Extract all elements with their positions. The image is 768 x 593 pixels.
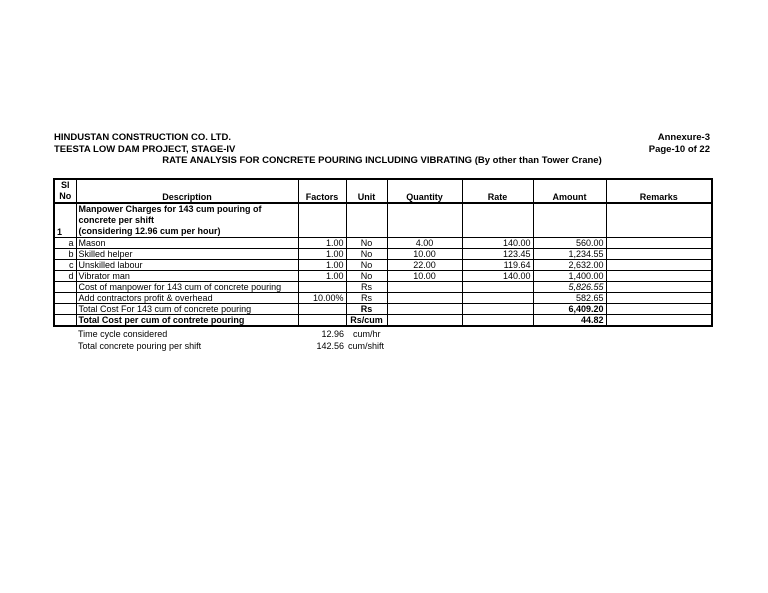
row-unit: No: [346, 271, 387, 282]
cycle-label: Time cycle considered: [78, 329, 168, 339]
section-title: [76, 203, 298, 238]
row-rate: 140.00: [462, 271, 533, 282]
per-cum-cost-amount: 44.82: [533, 315, 606, 327]
col-description: Description: [76, 179, 298, 203]
manpower-cost-unit: Rs: [346, 282, 387, 293]
table-header-row: [54, 179, 712, 203]
row-quantity: 10.00: [387, 271, 462, 282]
section-title-line1: Manpower Charges for 143 cum pouring of concrete per shift: [78, 204, 262, 225]
row-factor: 1.00: [298, 271, 346, 282]
project-name: TEESTA LOW DAM PROJECT, STAGE-IV: [54, 144, 236, 155]
cycle-value: 12.96: [321, 329, 344, 339]
total-cost-row: [54, 304, 712, 315]
total-cost-amount: 6,409.20: [533, 304, 606, 315]
per-cum-cost-unit: Rs/cum: [346, 315, 387, 327]
annexure-label: Annexure-3: [657, 132, 710, 143]
row-amount: 1,400.00: [533, 271, 606, 282]
row-quantity: 4.00: [387, 238, 462, 249]
per-cum-cost-label: Total Cost per cum of contrete pouring: [76, 315, 298, 327]
row-sl: c: [54, 260, 76, 271]
col-amount: Amount: [533, 179, 606, 203]
row-description: Skilled helper: [76, 249, 298, 260]
row-factor: 1.00: [298, 249, 346, 260]
manpower-cost-row: [54, 282, 712, 293]
row-sl: b: [54, 249, 76, 260]
row-quantity: 10.00: [387, 249, 462, 260]
section-title-line2: (considering 12.96 cum per hour): [78, 226, 221, 236]
col-remarks: Remarks: [606, 179, 712, 203]
row-amount: 2,632.00: [533, 260, 606, 271]
table-row: [54, 260, 712, 271]
row-unit: No: [346, 238, 387, 249]
section-number: 1: [54, 203, 76, 238]
company-name: HINDUSTAN CONSTRUCTION CO. LTD.: [54, 132, 231, 143]
col-sl-no: Sl No: [54, 179, 76, 203]
profit-row: [54, 293, 712, 304]
manpower-cost-amount: 5,826.55: [533, 282, 606, 293]
shift-label: Total concrete pouring per shift: [78, 341, 202, 351]
document-title: RATE ANALYSIS FOR CONCRETE POURING INCLUDING VIBRATING (By other than Tower Crane): [162, 155, 602, 166]
table-row: [54, 271, 712, 282]
col-factors: Factors: [298, 179, 346, 203]
row-rate: 140.00: [462, 238, 533, 249]
section-row: [54, 203, 712, 238]
row-rate: 119.64: [462, 260, 533, 271]
shift-value: 142.56: [316, 341, 344, 351]
row-description: Unskilled labour: [76, 260, 298, 271]
row-sl: d: [54, 271, 76, 282]
row-unit: No: [346, 249, 387, 260]
row-amount: 1,234.55: [533, 249, 606, 260]
row-factor: 1.00: [298, 238, 346, 249]
cycle-unit: cum/hr: [353, 329, 381, 339]
per-cum-cost-row: [54, 315, 712, 327]
row-amount: 560.00: [533, 238, 606, 249]
row-factor: 1.00: [298, 260, 346, 271]
row-description: Vibrator man: [76, 271, 298, 282]
profit-unit: Rs: [346, 293, 387, 304]
col-unit: Unit: [346, 179, 387, 203]
total-cost-unit: Rs: [346, 304, 387, 315]
row-description: Mason: [76, 238, 298, 249]
col-quantity: Quantity: [387, 179, 462, 203]
profit-label: Add contractors profit & overhead: [76, 293, 298, 304]
row-rate: 123.45: [462, 249, 533, 260]
profit-factor: 10.00%: [298, 293, 346, 304]
table-row: [54, 249, 712, 260]
profit-amount: 582.65: [533, 293, 606, 304]
manpower-cost-label: Cost of manpower for 143 cum of concrete pouring: [76, 282, 298, 293]
page-number: Page-10 of 22: [648, 144, 710, 155]
col-rate: Rate: [462, 179, 533, 203]
total-cost-label: Total Cost For 143 cum of concrete pouring: [76, 304, 298, 315]
row-quantity: 22.00: [387, 260, 462, 271]
row-unit: No: [346, 260, 387, 271]
row-sl: a: [54, 238, 76, 249]
table-row: [54, 238, 712, 249]
shift-unit: cum/shift: [348, 341, 385, 351]
rate-analysis-table: [53, 178, 713, 327]
